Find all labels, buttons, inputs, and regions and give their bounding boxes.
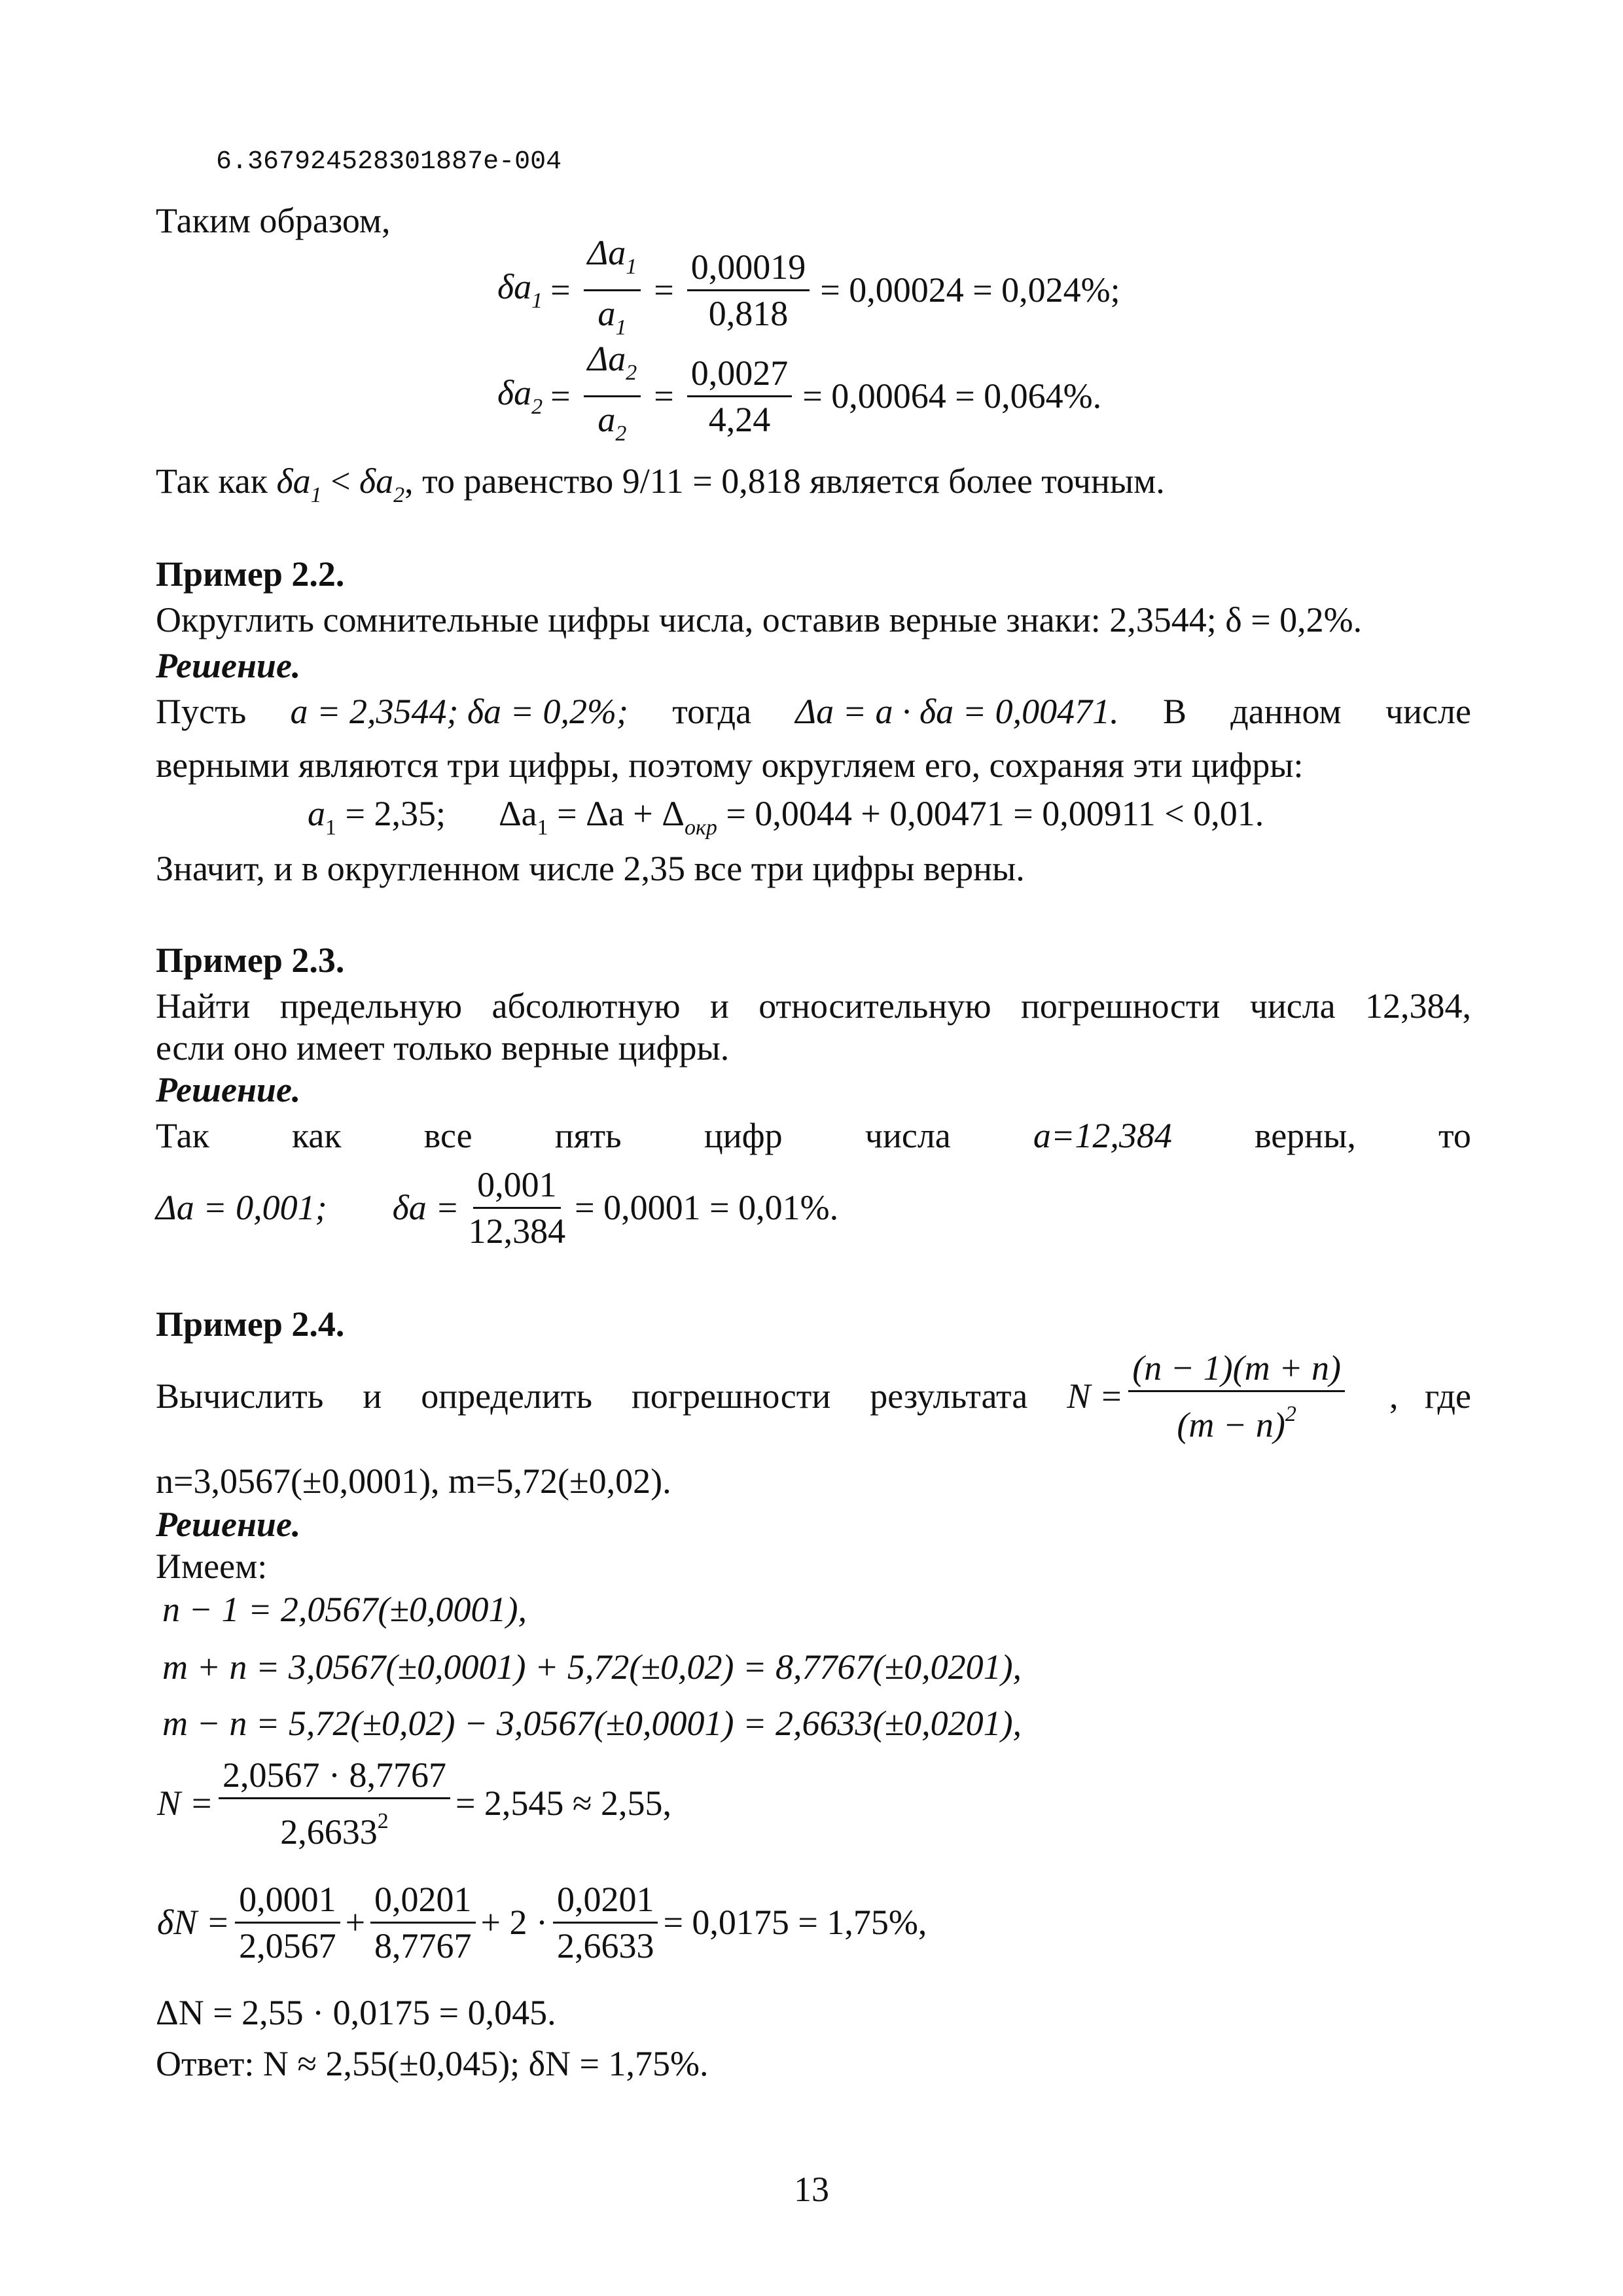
eq1-frac2: $\frac{0,00019}{0,818}$: [687, 247, 810, 333]
example-2-2-conclusion: Значит, и в округленном числе 2,35 все три цифры верны.: [156, 849, 1025, 888]
eq2-frac2: $\frac{0,0027}{4,24}$: [687, 353, 793, 439]
equation-delta-a1: $\delta a_1$ = $\frac{\Delta a_1}{a_1}$ = $\frac{0,00019}{0,818}$ = 0,00024 = 0,024%;: [497, 241, 1120, 339]
example-2-4-title: Пример 2.4.: [156, 1304, 345, 1344]
intro-text: Таким образом,: [156, 201, 391, 240]
example-2-3-solution-label: Решение.: [156, 1070, 301, 1109]
example-2-3-fraction: $\frac{0,001}{12,384}$: [468, 1164, 566, 1251]
example-2-4-line-n-minus-1: n − 1 = 2,0567(±0,0001),: [162, 1590, 527, 1629]
example-2-4-have: Имеем:: [156, 1547, 268, 1586]
example-2-2-line1: Пусть a = 2,3544; δa = 0,2%; тогда Δa = a · δa = 0,00471. В данном числе: [156, 692, 1471, 731]
code-output: 6.367924528301887e-004: [216, 147, 562, 177]
example-2-4-formula: N = $\frac{(n - 1)(m + n)}{(m - n)^2}$: [1067, 1348, 1350, 1444]
example-2-4-n-equation: N = $\frac{2,0567 \cdot 8,7767}{2,6633^2}$ = 2,545 ≈ 2,55,: [157, 1755, 672, 1852]
example-2-2-title: Пример 2.2.: [156, 554, 345, 594]
example-2-4-solution-label: Решение.: [156, 1505, 301, 1544]
example-2-4-line-m-minus-n: m − n = 5,72(±0,02) − 3,0567(±0,0001) = 2,6633(±0,0201),: [162, 1704, 1022, 1743]
example-2-4-abs-error: ΔN = 2,55 · 0,0175 = 0,045.: [156, 1993, 556, 2032]
example-2-3-line1: Так как все пять цифр числа a=12,384 верны, то: [156, 1116, 1471, 1155]
example-2-2-line2: верными являются три цифры, поэтому округляем его, сохраняя эти цифры:: [156, 745, 1304, 785]
example-2-2-equation: $a_1 = 2,35$; $\Delta a_1 = \Delta a + \Delta_{окр} = 0,0044 + 0,00471 = 0,00911 < 0,01$.: [308, 794, 1264, 840]
example-2-2-task: Округлить сомнительные цифры числа, оставив верные знаки: 2,3544; δ = 0,2%.: [156, 600, 1363, 639]
example-2-3-title: Пример 2.3.: [156, 941, 345, 980]
example-2-3-task-line1: Найти предельную абсолютную и относительную погрешности числа 12,384,: [156, 986, 1471, 1026]
example-2-4-delta-n-equation: δN = $\frac{0,0001}{2,0567}$ + $\frac{0,0201}{8,7767}$ + 2 · $\frac{0,0201}{2,6633}$ = 0,0175 = 1,75%,: [157, 1879, 927, 1965]
example-2-4-task: Вычислить и определить погрешности результата N = $\frac{(n - 1)(m + n)}{(m - n)^2}$ , где: [156, 1348, 1471, 1444]
example-2-4-line-m-plus-n: m + n = 3,0567(±0,0001) + 5,72(±0,02) = 8,7767(±0,0201),: [162, 1647, 1022, 1687]
example-2-4-answer: Ответ: N ≈ 2,55(±0,045); δN = 1,75%.: [156, 2044, 709, 2083]
page-number: 13: [794, 2170, 829, 2209]
example-2-3-equation: Δa = 0,001; δa = $\frac{0,001}{12,384}$ = 0,0001 = 0,01%.: [156, 1164, 839, 1251]
eq2-frac1: $\frac{\Delta a_2}{a_2}$: [584, 339, 641, 454]
intro-conclusion: Так как $\delta a_1 < \delta a_2$, то равенство 9/11 = 0,818 является более точным.: [156, 461, 1165, 507]
equation-delta-a2: $\delta a_2$ = $\frac{\Delta a_2}{a_2}$ = $\frac{0,0027}{4,24}$ = 0,00064 = 0,064%.: [497, 347, 1101, 445]
example-2-2-solution-label: Решение.: [156, 646, 301, 685]
example-2-3-task-line2: если оно имеет только верные цифры.: [156, 1028, 730, 1067]
eq1-lhs: $\delta a_1$: [497, 267, 543, 313]
example-2-4-given: n=3,0567(±0,0001), m=5,72(±0,02).: [156, 1462, 671, 1501]
eq1-frac1: $\frac{\Delta a_1}{a_1}$: [584, 233, 641, 348]
eq2-lhs: $\delta a_2$: [497, 373, 543, 419]
